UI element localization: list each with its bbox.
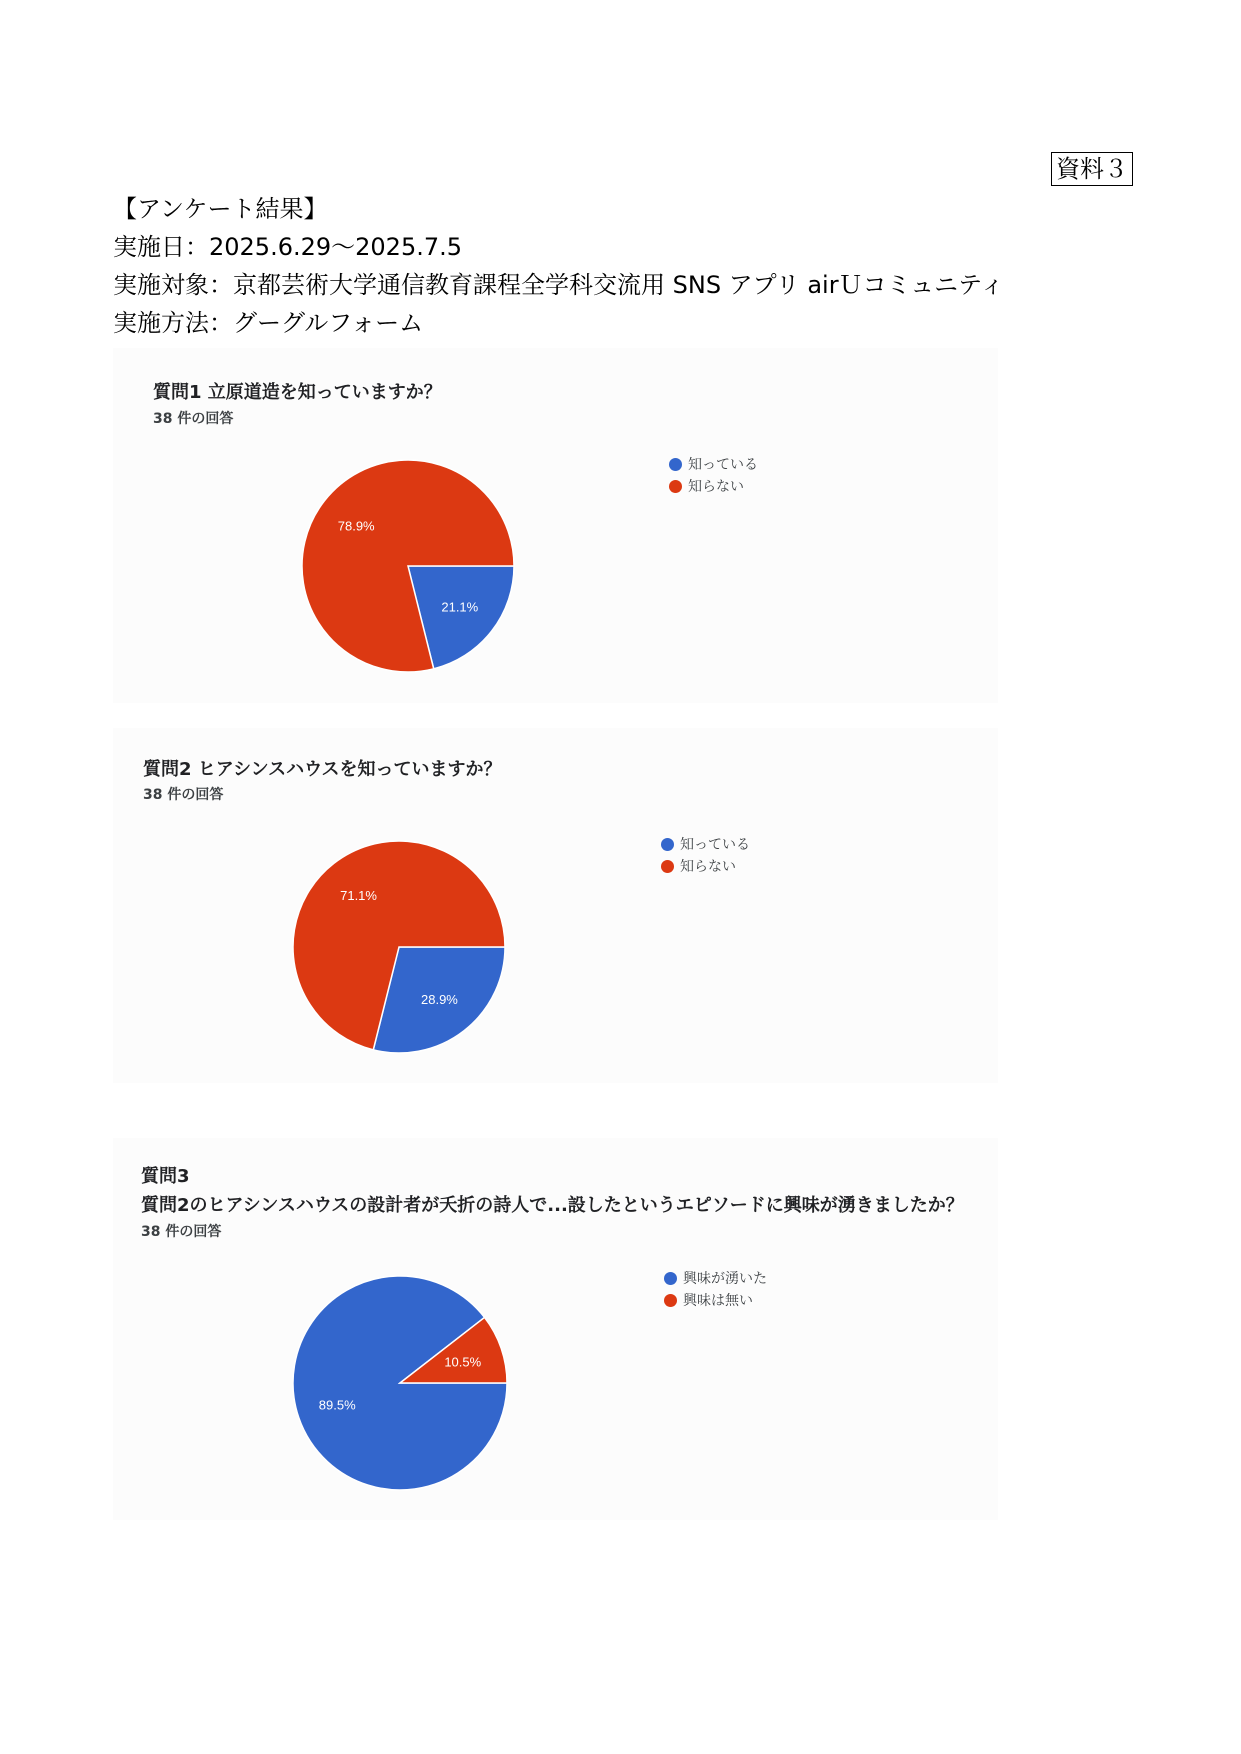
document-label: 資料３ [1051, 152, 1133, 186]
legend-swatch [669, 480, 682, 493]
survey-header [113, 190, 1004, 342]
survey-title: 【アンケート結果】 [113, 195, 328, 223]
survey-target: 実施対象：京都芸術大学通信教育課程全学科交流用 SNS アプリ airＵコミュニティ [113, 271, 1005, 299]
chart-title: 質問1 立原道造を知っていますか？ [153, 382, 442, 403]
pie-chart [113, 728, 998, 1083]
legend-item [661, 834, 750, 856]
response-count: 38 件の回答 [153, 411, 234, 427]
legend-item [669, 476, 758, 498]
chart-title: 質問3 [141, 1166, 190, 1187]
chart-panel-q3 [113, 1138, 998, 1520]
chart-legend [664, 1268, 767, 1312]
legend-label: 知っている [680, 837, 750, 853]
legend-label: 知っている [688, 457, 758, 473]
legend-label: 知らない [688, 479, 744, 495]
chart-title: 質問2 ヒアシンスハウスを知っていますか？ [143, 759, 502, 780]
survey-method: 実施方法：グーグルフォーム [113, 309, 424, 337]
survey-date: 実施日：2025.6.29～2025.7.5 [113, 233, 463, 261]
legend-swatch [661, 860, 674, 873]
legend-label: 興味が湧いた [683, 1271, 767, 1287]
pie-chart [113, 348, 998, 703]
chart-panel-q1 [113, 348, 998, 703]
slice-value-label: 78.9% [337, 518, 375, 534]
legend-swatch [669, 458, 682, 471]
legend-item [664, 1268, 767, 1290]
legend-label: 知らない [680, 859, 736, 875]
legend-swatch [664, 1272, 677, 1285]
legend-item [661, 856, 750, 878]
chart-title-detail: 質問2のヒアシンスハウスの設計者が夭折の詩人で...設したというエピソードに興味が湧きましたか？ [141, 1195, 964, 1216]
slice-value-label: 21.1% [441, 599, 479, 615]
legend-swatch [664, 1294, 677, 1307]
pie-chart [113, 1138, 998, 1520]
legend-swatch [661, 838, 674, 851]
slice-value-label: 71.1% [340, 888, 377, 904]
response-count: 38 件の回答 [141, 1224, 222, 1240]
chart-panel-q2 [113, 728, 998, 1083]
chart-legend [669, 454, 758, 498]
response-count: 38 件の回答 [143, 787, 224, 803]
legend-item [669, 454, 758, 476]
legend-item [664, 1290, 767, 1312]
slice-value-label: 28.9% [421, 991, 458, 1007]
legend-label: 興味は無い [683, 1293, 753, 1309]
chart-legend [661, 834, 750, 878]
slice-value-label: 10.5% [444, 1354, 482, 1370]
slice-value-label: 89.5% [318, 1397, 356, 1413]
